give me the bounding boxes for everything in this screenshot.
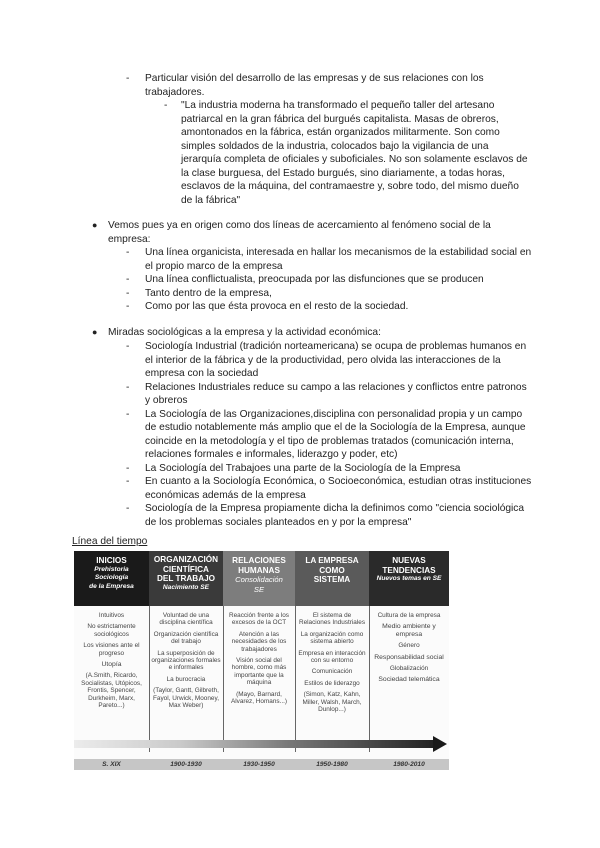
bullet-icon: ● xyxy=(92,220,98,230)
timeline-item: Los visiones ante el progreso xyxy=(83,642,140,657)
timeline-header-tendencias xyxy=(369,551,449,606)
header-title: SISTEMA xyxy=(313,575,351,585)
timeline-item: Empresa en interacción con su entorno xyxy=(298,649,366,665)
header-sub: de la Empresa xyxy=(89,582,134,590)
timeline-date: 1900-1930 xyxy=(170,761,202,768)
timeline-column-organizacion xyxy=(151,606,221,754)
timeline-item: (A.Smith, Ricardo, Socialistas, Utópicos, Frontis, Spencer, Durkheim, Marx, Pareto...) xyxy=(81,672,142,710)
dash-bullet: - xyxy=(126,341,130,352)
timeline-header-inicios xyxy=(74,551,149,606)
header-sub: Nacimiento SE xyxy=(162,583,210,591)
arrow-head-icon xyxy=(433,736,447,752)
bullet-text: Miradas sociológicas a la empresa y la actividad económica: xyxy=(108,327,381,338)
timeline-item: Comunicación xyxy=(311,668,353,676)
header-title: LA EMPRESA xyxy=(305,556,359,565)
bullet-icon: ● xyxy=(92,327,98,337)
timeline-item: No estrictamente sociológicos xyxy=(87,623,136,638)
timeline-column-relaciones xyxy=(225,606,293,754)
timeline-title: Línea del tiempo xyxy=(72,536,148,547)
header-title: TENDENCIAS xyxy=(382,565,436,575)
timeline-item: La burocracia xyxy=(166,675,206,683)
timeline-item: Visión social del hombre, como más importante que la máquina xyxy=(231,657,287,687)
timeline-item: La superposición de organizaciones formales e informales xyxy=(151,649,221,672)
list-item-line: relaciones formales e informales, liderazgo y poder, etc) xyxy=(145,449,398,460)
column-divider xyxy=(149,606,150,752)
list-item-line: La Sociología del Trabajoes una parte de la Sociología de la Empresa xyxy=(145,462,461,474)
dash-bullet: - xyxy=(126,274,130,285)
dash-bullet: - xyxy=(126,247,130,258)
quote-line: patriarcal en la gran fábrica del burgués capitalista. Masas de obreros, xyxy=(181,113,499,125)
dash-bullet: - xyxy=(126,301,130,312)
timeline-item: Utopía xyxy=(101,661,122,669)
dash-bullet: - xyxy=(126,476,130,487)
bullet-text: empresa: xyxy=(108,233,151,245)
list-item-line: y obreros xyxy=(145,395,188,406)
quote-line: jerarquía completa de oficiales y suboficiales. No son solamente esclavos de xyxy=(181,154,528,165)
quote-line: la clase burguesa, del Estado burgués, sino diariamente, a todas horas, xyxy=(181,167,505,179)
timeline-arrow xyxy=(74,740,434,748)
quote-line: esclavos de la máquina, del contramaestre y, sobre todo, del mismo dueño xyxy=(181,181,519,192)
list-item-line: coincide en la metodología y el tipo de problemas tratados (comunicación interna, xyxy=(145,435,514,447)
column-divider xyxy=(369,606,370,752)
timeline-item: Cultura de la empresa xyxy=(377,612,441,619)
timeline-item: La organización como sistema abierto xyxy=(300,630,364,646)
column-divider xyxy=(223,606,224,752)
timeline-item: Responsabilidad social xyxy=(374,653,444,661)
dash-bullet: - xyxy=(126,381,130,393)
header-title: ORGANIZACIÓN xyxy=(153,555,219,564)
timeline-column-inicios xyxy=(76,606,147,754)
list-item-line: La Sociología de las Organizaciones,disciplina con personalidad propia y un campo xyxy=(145,408,523,420)
timeline-dates-bar xyxy=(74,759,449,770)
quote-line: amontonados en la fábrica, están organizados militarmente. Son como xyxy=(181,127,500,138)
timeline-item: Organización científica del trabajo xyxy=(153,630,219,646)
timeline-item: Reacción frente a los excesos de la OCT xyxy=(228,612,290,627)
dash-bullet: - xyxy=(126,462,130,474)
list-item-line: Tanto dentro de la empresa, xyxy=(145,287,272,299)
list-item-line: Sociología Industrial (tradición norteamericana) se ocupa de problemas humanos en xyxy=(145,341,527,352)
header-title: COMO xyxy=(319,565,345,575)
timeline-item: Medio ambiente y empresa xyxy=(382,623,436,638)
header-sub: SE xyxy=(253,584,265,594)
header-title: DEL TRABAJO xyxy=(156,574,216,584)
dash-bullet: - xyxy=(126,408,130,420)
header-title: RELACIONES xyxy=(232,556,286,565)
list-item-line: Sociología de la Empresa propiamente dicha la definimos como "ciencia sociológica xyxy=(145,503,525,514)
dash-bullet: - xyxy=(126,73,130,84)
timeline-item: (Taylor, Gantt, Gilbreth, Fayol, Urwick, Mooney, Max Weber) xyxy=(153,687,219,710)
timeline-item: Sociedad telemática xyxy=(378,676,440,684)
header-sub: Consolidación xyxy=(235,575,283,585)
header-title: CIENTÍFICA xyxy=(163,564,209,574)
timeline-item: (Simon, Katz, Kahn, Miller, Walsh, March, Dunlop...) xyxy=(302,691,362,714)
header-sub: Prehistoria xyxy=(94,565,129,573)
timeline-header-sistema xyxy=(295,551,369,606)
timeline-date: 1980-2010 xyxy=(393,761,425,768)
list-item-line: económicas además de la empresa xyxy=(145,489,306,501)
list-item-line: el interior de la fábrica y de la productividad, pero olvida las interacciones de la xyxy=(145,354,501,366)
list-item-line: empresa con la sociedad xyxy=(145,368,259,379)
list-item-line: Una línea conflictualista, preocupada por las disfunciones que se producen xyxy=(145,274,484,285)
timeline-item: Género xyxy=(398,642,420,650)
column-divider xyxy=(295,606,296,752)
timeline-header-relaciones xyxy=(223,551,295,606)
timeline-column-tendencias xyxy=(371,606,447,754)
list-item-line: de los problemas sociales planteados en y por la empresa" xyxy=(145,516,412,528)
header-title: INICIOS xyxy=(96,556,127,565)
timeline-item: El sistema de Relaciones Industriales xyxy=(298,612,366,627)
dash-bullet: - xyxy=(126,503,130,514)
timeline-date: 1950-1980 xyxy=(316,761,348,768)
timeline-item: Voluntad de una disciplina científica xyxy=(159,612,213,627)
timeline-column-sistema xyxy=(297,606,367,754)
list-item-line: Relaciones Industriales reduce su campo a las relaciones y conflictos entre patronos xyxy=(145,381,527,393)
timeline-item: Globalización xyxy=(389,665,429,673)
text-line: trabajadores. xyxy=(145,86,205,98)
list-item-line: Una línea organicista, interesada en hallar los mecanismos de la estabilidad social en xyxy=(145,247,532,258)
dash-bullet: - xyxy=(126,287,130,299)
timeline-item: Intuitivos xyxy=(98,612,125,619)
timeline-date: 1930-1950 xyxy=(243,761,275,768)
header-sub: Nuevos temas en SE xyxy=(376,575,442,583)
timeline-item: Estilos de liderazgo xyxy=(304,679,360,687)
bullet-text: Vemos pues ya en origen como dos líneas de acercamiento al fenómeno social de la xyxy=(108,220,491,231)
dash-bullet: - xyxy=(164,100,168,111)
quote-line: de la fábrica" xyxy=(181,194,241,206)
timeline-date: S. XIX xyxy=(102,761,121,768)
timeline-item: (Mayo, Barnard, Alvarez, Homans...) xyxy=(230,690,288,706)
list-item-line: de estudio notablemente más amplio que el de la Sociología de la Empresa, aunque xyxy=(145,422,526,433)
list-item-line: En cuanto a la Sociología Económica, o Socioeconómica, estudian otras instituciones xyxy=(145,476,532,487)
header-sub: Sociología xyxy=(94,574,129,582)
quote-line: "La industria moderna ha transformado el pequeño taller del artesano xyxy=(181,100,495,111)
timeline-item: Atención a las necesidades de los trabajadores xyxy=(231,630,287,653)
list-item-line: el propio marco de la empresa xyxy=(145,260,283,272)
text-line: Particular visión del desarrollo de las empresas y de sus relaciones con los xyxy=(145,73,484,84)
header-title: NUEVAS xyxy=(392,556,426,565)
header-title: HUMANAS xyxy=(238,565,280,575)
timeline-header-organizacion xyxy=(149,551,223,606)
list-item-line: Como por las que ésta provoca en el resto de la sociedad. xyxy=(145,301,409,312)
timeline-figure xyxy=(74,551,449,770)
quote-line: simples soldados de la industria, colocados bajo la vigilancia de una xyxy=(181,140,489,152)
